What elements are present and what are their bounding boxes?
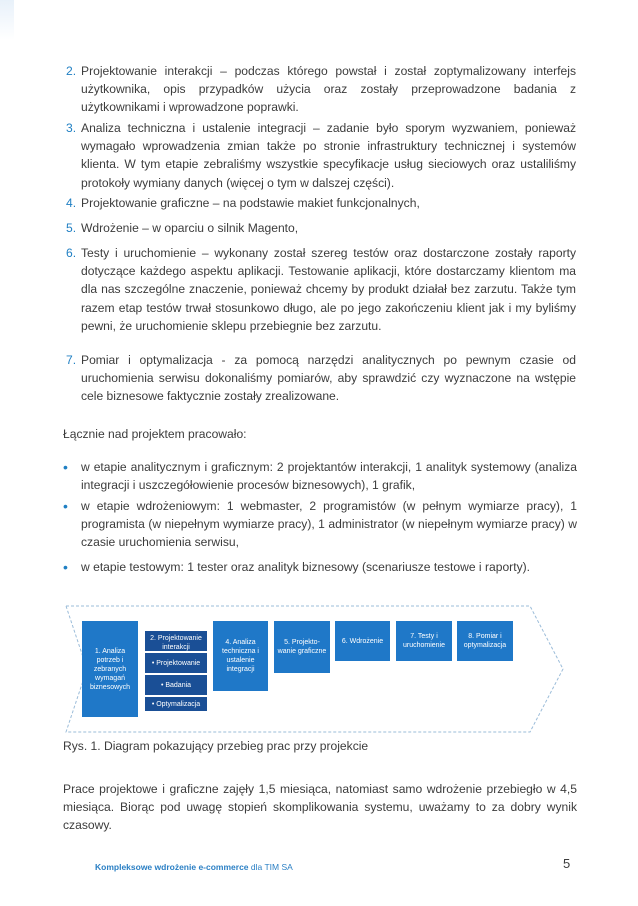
corner-decoration [0,0,14,40]
substep-research: • Badania [145,675,207,695]
figure-caption: Rys. 1. Diagram pokazujący przebieg prac przy projekcie [63,739,369,753]
step-3 [66,119,576,192]
bullet-item-analytics [63,458,577,494]
step-text: Pomiar i optymalizacja - za pomocą narzędzi analitycznych po pewnym czasie od uruchomienia serwisu dokonaliśmy pomiarów, aby sprawdzić czy wyznaczone na wstępie cele biznesowe faktycznie zostały zrealizowane. [81,353,576,404]
bullet-text: w etapie wdrożeniowym: 1 webmaster, 2 programistów (w pełnym wymiarze pracy), 1 programista (w niepełnym wymiarze pracy), 1 administrator (w niepełnym wymiarze pracy) w czasie uruchomienia serwisu, [81,499,577,550]
team-intro: Łącznie nad projektem pracowało: [63,427,247,441]
substep-optimization: • Optymalizacja [145,697,207,711]
process-diagram [65,605,565,733]
step-text: Testy i uruchomienie – wykonany został szereg testów oraz dostarczone zostały raporty dotyczące każdego aspektu aplikacji. Testowanie aplikacji, które dostarczamy klientom ma dla nas szczególne znaczenie, ponieważ chcemy by produkt działał bez zarzutu. Także tym razem etap testów trwał stosunkowo długo, ale po jego zakończeniu klient jak i my byliśmy pewni, że uruchomienie sklepu przebiegnie bez zarzutu. [81,246,576,333]
bullet-dot-icon: • [63,498,68,514]
step-number: 6. [66,246,77,260]
step-7 [66,351,576,406]
stage-measurement: 8. Pomiar i optymalizacja [457,621,513,661]
bullet-text: w etapie analitycznym i graficznym: 2 projektantów interakcji, 1 analityk systemowy (analiza integracji i uszczegółowienie procesów biznesowych), 1 grafik, [81,460,577,493]
stage-technical-analysis: 4. Analiza techniczna i ustalenie integracji [213,621,268,691]
stage-testing: 7. Testy i uruchomienie [396,621,452,661]
step-text: Wdrożenie – w oparciu o silnik Magento, [81,221,299,235]
step-6 [66,244,576,335]
step-4 [66,194,576,212]
substep-design: • Projektowanie [145,653,207,673]
step-number: 4. [66,196,77,210]
step-text: Projektowanie graficzne – na podstawie makiet funkcjonalnych, [81,196,420,210]
bullet-dot-icon: • [63,559,68,575]
stage-analysis-needs: 1. Analiza potrzeb i zebranych wymagań biznesowych [82,621,138,717]
step-text: Analiza techniczna i ustalenie integracji – zadanie było sporym wyzwaniem, ponieważ wymagało wprowadzenia zmian także po stronie infrastruktury technicznej i systemów klienta. W tym etapie zebraliśmy wszystkie specyfikacje usług sieciowych oraz ustaliliśmy protokoły wymiany danych (więcej o tym w dalszej części). [81,121,576,190]
step-number: 3. [66,121,77,135]
step-number: 7. [66,353,77,367]
stage-interaction-design: 2. Projektowanie interakcji [145,631,207,651]
step-number: 2. [66,64,77,78]
summary-paragraph: Prace projektowe i graficzne zajęły 1,5 miesiąca, natomiast samo wdrożenie przebiegło w 4,5 miesiąca. Biorąc pod uwagę stopień skomplikowania systemu, uważamy to za dobry wynik czasowy. [63,782,577,833]
bullet-item-implementation [63,497,577,552]
stage-graphic-design: 5. Projektowanie graficzne [274,621,330,673]
step-2 [66,62,576,117]
footer-title: Kompleksowe wdrożenie e-commerce [95,862,249,872]
step-number: 5. [66,221,77,235]
step-text: Projektowanie interakcji – podczas którego powstał i został zoptymalizowany interfejs użytkownika, opis przypadków użycia oraz zostały przeprowadzone badania z użytkownikami i wprowadzone poprawki. [81,64,576,115]
stage-implementation: 6. Wdrożenie [335,621,390,661]
bullet-item-testing [63,558,577,576]
step-5 [66,219,576,237]
footer-client: dla TIM SA [248,862,293,872]
footer [95,861,293,873]
bullet-text: w etapie testowym: 1 tester oraz analityk biznesowy (scenariusze testowe i raporty). [81,560,530,574]
page-number: 5 [563,856,571,871]
bullet-dot-icon: • [63,459,68,475]
